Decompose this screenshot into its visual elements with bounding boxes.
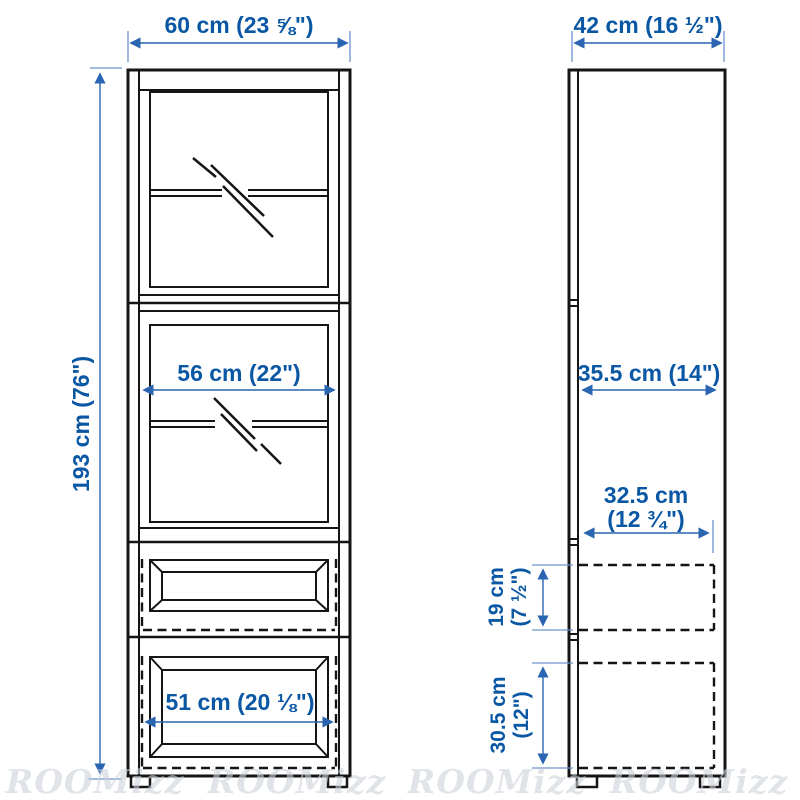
- front-view: [128, 70, 350, 787]
- interior-depth-label: 35.5 cm (14"): [577, 360, 721, 386]
- dim-drawer-interior-depth: [585, 482, 713, 553]
- front-width-label: 60 cm (23 ⅝"): [164, 12, 314, 38]
- height-label: 193 cm (76"): [68, 355, 94, 493]
- glass-reflection-icon: [193, 158, 273, 237]
- dim-front-width: [128, 12, 350, 62]
- drawer-top-hidden-box: [142, 559, 336, 630]
- glass-door-top: [128, 92, 350, 303]
- side-cabinet-outline: [569, 70, 725, 776]
- depth-label: 42 cm (16 ½"): [573, 12, 723, 38]
- dim-interior-depth: [578, 360, 721, 390]
- dim-depth: [572, 12, 724, 62]
- drawer-top-front-inner: [162, 572, 316, 600]
- watermark-text: ROOMizz: [5, 762, 185, 800]
- extension-lines: [532, 565, 573, 630]
- glass-door-middle: [128, 311, 350, 542]
- side-drawer-bottom-hidden-box: [579, 663, 714, 768]
- dim-interior-width: [144, 360, 334, 390]
- drawer-interior-depth-label-line2: (12 ¾"): [607, 506, 685, 532]
- drawer-top: [128, 559, 350, 637]
- drawer1-height-label-line1: 19 cm: [485, 567, 508, 627]
- glass-reflection-icon: [214, 398, 281, 464]
- side-drawer-top-hidden-box: [579, 565, 714, 630]
- watermark-text: ROOMizz: [407, 762, 587, 800]
- watermark-text: ROOMizz: [207, 762, 387, 800]
- drawer-interior-depth-label-line1: 32.5 cm: [603, 482, 689, 508]
- side-view: [569, 70, 725, 787]
- drawer1-height-label-line2: (7 ½"): [508, 567, 531, 627]
- dim-drawer1-height: [485, 565, 573, 630]
- dim-drawer2-height: [487, 663, 573, 768]
- drawer2-height-label-line2: (12"): [510, 691, 533, 739]
- drawer-front-width-label: 51 cm (20 ⅛"): [165, 689, 315, 715]
- interior-width-label: 56 cm (22"): [177, 360, 301, 386]
- drawer-top-front-outer: [150, 560, 328, 611]
- drawer-top-bevels: [150, 560, 328, 611]
- watermark-text: ROOMizz: [609, 762, 789, 800]
- extension-lines: [532, 663, 573, 768]
- dim-height: [68, 68, 122, 779]
- watermark-row: [5, 762, 789, 800]
- dim-drawer-front-width: [146, 689, 332, 722]
- drawer2-height-label-line1: 30.5 cm: [487, 676, 510, 754]
